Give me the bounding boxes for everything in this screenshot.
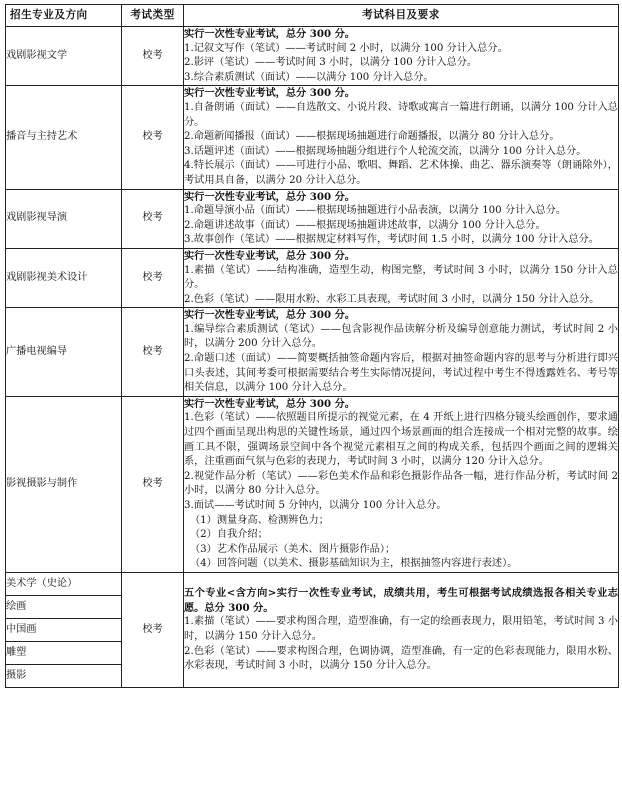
requirements-lead: 实行一次性专业考试，总分 300 分。 [184, 397, 355, 410]
requirements-lead: 实行一次性专业考试，总分 300 分。 [184, 28, 355, 40]
table-row [6, 308, 619, 397]
requirement-item: 1.编导综合素质测试（笔试）——包含影视作品读解分析及编导创意能力测试，考试时间 2 小时，以满分 200 分计入总分。 [184, 323, 618, 350]
requirement-item: 1.自备朗诵（面试）——自选散文、小说片段、诗歌或寓言一篇进行朗诵，以满分 100 分计入总分。 [184, 101, 618, 128]
requirements-cell [184, 308, 619, 397]
exam-requirements-table [5, 4, 619, 688]
requirement-item: 2.命题新闻播报（面试）——根据现场抽题进行命题播报，以满分 80 分计入总分。 [184, 131, 560, 143]
requirement-sub-item: （3）艺术作品展示（美术、图片摄影作品）； [190, 543, 396, 555]
major-cell: 绘画 [6, 595, 122, 618]
table-row [6, 189, 619, 248]
major-cell: 摄影 [6, 664, 122, 687]
requirements-lead: 实行一次性专业考试，总分 300 分。 [184, 249, 355, 262]
header-requirements: 考试科目及要求 [184, 5, 619, 27]
requirement-item: 3.综合素质测试（面试）——以满分 100 分计入总分。 [184, 71, 434, 83]
major-cell: 戏剧影视美术设计 [6, 248, 122, 307]
requirement-item: 3.话题评述（面试）——根据现场抽题分组进行个人轮流交流，以满分 100 分计入总分。 [184, 145, 587, 157]
requirement-item: 4.特长展示（面试）——可进行小品、歌唱、舞蹈、艺术体操、曲艺、器乐演奏等（朗诵除外），考试用具自备，以满分 20 分计入总分。 [184, 160, 618, 186]
major-cell: 戏剧影视文学 [6, 27, 122, 86]
requirement-item: 1.命题导演小品（面试）——根据现场抽题进行小品表演，以满分 100 分计入总分。 [184, 205, 567, 217]
exam-type-cell: 校考 [122, 86, 184, 189]
requirement-item: 2.命题口述（面试）——简要概括抽签命题内容后，根据对抽签命题内容的思考与分析进行即兴口头表述，其间考委可根据需要结合考生实际情况提问，考试过程中考生不得透露姓名、考号等相关信息，以满分 100 分计入总分。 [184, 353, 618, 394]
requirements-cell [184, 396, 619, 572]
requirement-item: 1.素描（笔试）——要求构图合理，造型准确，有一定的绘画表现力，限用铅笔，考试时间 3 小时，以满分 150 分计入总分。 [184, 616, 618, 642]
exam-type-cell: 校考 [122, 396, 184, 572]
requirements-cell [184, 86, 619, 189]
requirement-item: 1.记叙文写作（笔试）——考试时间 2 小时，以满分 100 分计入总分。 [184, 42, 508, 54]
requirements-lead: 实行一次性专业考试，总分 300 分。 [184, 309, 355, 322]
requirement-sub-item: （1）测量身高、检测辨色力； [190, 514, 329, 526]
requirements-lead: 实行一次性专业考试，总分 300 分。 [184, 87, 355, 100]
exam-type-cell: 校考 [122, 308, 184, 397]
requirement-item: 2.影评（笔试）——考试时间 3 小时，以满分 100 分计入总分。 [184, 57, 478, 69]
major-cell: 雕塑 [6, 641, 122, 664]
requirement-sub-item: （2）自我介绍； [190, 529, 268, 541]
requirement-item: 1.素描（笔试）——结构准确，造型生动，构图完整，考试时间 3 小时，以满分 150 分计入总分。 [184, 264, 618, 291]
requirement-item: 2.色彩（笔试）——要求构图合理，色调协调，造型准确，有一定的色彩表现能力，限用水粉、水彩表现，考试时间 3 小时，以满分 150 分计入总分。 [184, 645, 618, 672]
major-cell: 影视摄影与制作 [6, 396, 122, 572]
requirements-cell [184, 248, 619, 307]
requirements-cell [184, 572, 619, 687]
table-row [6, 27, 619, 86]
major-cell: 戏剧影视导演 [6, 189, 122, 248]
requirements-lead: 实行一次性专业考试，总分 300 分。 [184, 190, 355, 203]
table-row [6, 572, 619, 595]
header-row [6, 5, 619, 27]
table-row [6, 248, 619, 307]
major-cell: 中国画 [6, 618, 122, 641]
requirements-cell [184, 27, 619, 86]
header-exam-type: 考试类型 [122, 5, 184, 27]
requirements-lead: 五个专业<含方向>实行一次性专业考试，成绩共用，考生可根据考试成绩选报各相关专业志愿。总分 300 分。 [184, 587, 618, 614]
requirement-item: 2.色彩（笔试）——限用水粉、水彩工具表现，考试时间 3 小时，以满分 150 分计入总分。 [184, 293, 600, 305]
exam-type-cell: 校考 [122, 572, 184, 687]
table-row [6, 396, 619, 572]
requirement-item: 2.视觉作品分析（笔试）——彩色美术作品和彩色摄影作品各一幅，进行作品分析，考试时间 2 小时，以满分 80 分计入总分。 [184, 470, 618, 497]
header-major: 招生专业及方向 [6, 5, 122, 27]
requirement-item: 3.面试——考试时间 5 分钟内，以满分 100 分计入总分。 [184, 500, 447, 511]
requirements-cell [184, 189, 619, 248]
table-row [6, 86, 619, 189]
major-cell: 广播电视编导 [6, 308, 122, 397]
requirement-item: 3.故事创作（笔试）——根据规定材料写作，考试时间 1.5 小时，以满分 100 分计入总分。 [184, 234, 599, 246]
exam-type-cell: 校考 [122, 248, 184, 307]
requirement-sub-item: （4）回答问题（以美术、摄影基础知识为主，根据抽签内容进行表述）。 [190, 558, 518, 570]
exam-type-cell: 校考 [122, 27, 184, 86]
requirement-item: 2.命题讲述故事（面试）——根据现场抽题讲述故事，以满分 100 分计入总分。 [184, 219, 546, 231]
exam-type-cell: 校考 [122, 189, 184, 248]
major-cell: 播音与主持艺术 [6, 86, 122, 189]
requirement-item: 1.色彩（笔试）——依照题目所提示的视觉元素，在 4 开纸上进行四格分镜头绘画创作，要求通过四个画面呈现出构思的关键性场景，通过四个场景画面的组合连接成一个相对完整的故事。绘画工具不限，强调场景空间中各个视觉元素相互之间的构成关系，包括四个画面之间的逻辑关系，注重画面气氛与色彩的表现力，考试时间 3 小时，以满分 120 分计入总分。 [184, 412, 618, 468]
major-cell: 美术学（史论） [6, 572, 122, 595]
